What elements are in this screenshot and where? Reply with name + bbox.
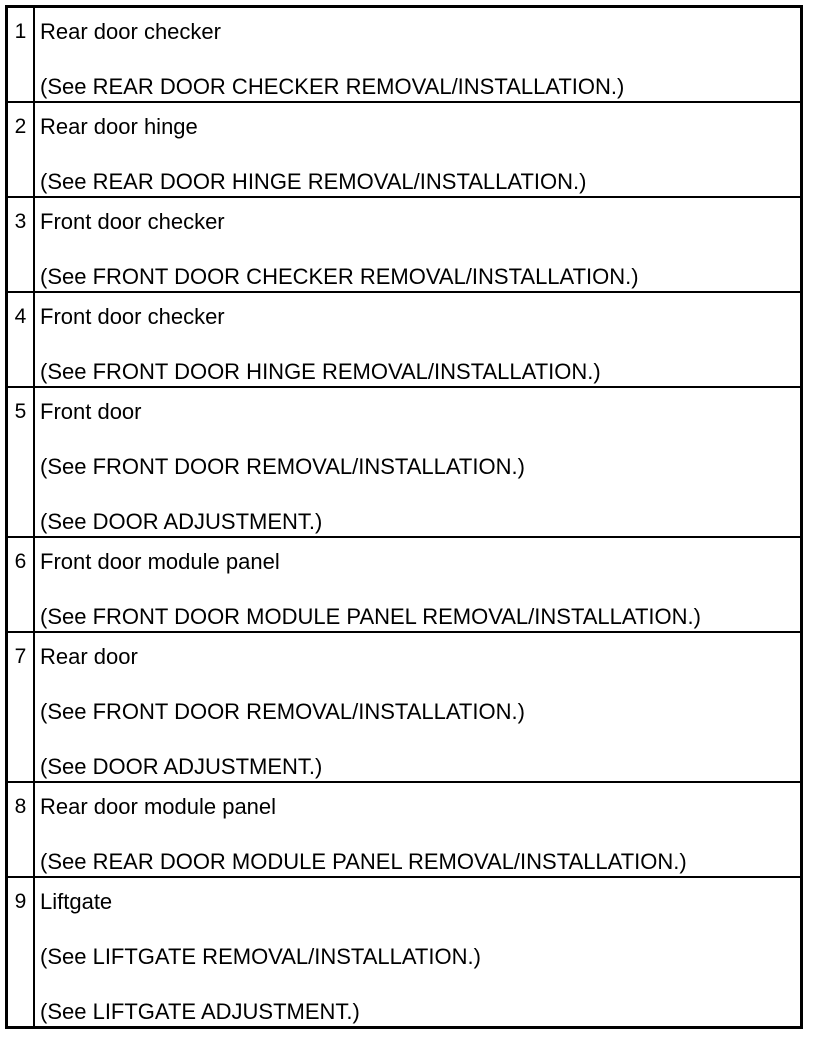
item-description-cell	[34, 102, 802, 197]
item-number: 5	[14, 400, 27, 423]
item-number: 2	[14, 115, 27, 138]
item-number-cell	[7, 877, 35, 1028]
item-description-cell	[34, 387, 802, 537]
item-number: 6	[14, 550, 27, 573]
item-number: 9	[14, 890, 27, 913]
procedure-reference-link[interactable]: (See FRONT DOOR REMOVAL/INSTALLATION.)	[40, 699, 525, 724]
procedure-reference-link[interactable]: (See DOOR ADJUSTMENT.)	[40, 509, 323, 534]
procedure-reference-link[interactable]: (See FRONT DOOR CHECKER REMOVAL/INSTALLATION.)	[40, 264, 639, 289]
item-number-cell	[7, 197, 35, 292]
item-description-cell	[34, 877, 802, 1028]
item-name: Front door module panel	[40, 549, 280, 574]
item-description-cell	[34, 292, 802, 387]
item-number-cell	[7, 292, 35, 387]
procedure-reference-link[interactable]: (See LIFTGATE ADJUSTMENT.)	[40, 999, 360, 1024]
procedure-reference-link[interactable]: (See FRONT DOOR MODULE PANEL REMOVAL/INSTALLATION.)	[40, 604, 701, 629]
item-description-cell	[34, 632, 802, 782]
item-number-cell	[7, 7, 35, 103]
procedure-reference-link[interactable]: (See REAR DOOR HINGE REMOVAL/INSTALLATION.)	[40, 169, 587, 194]
item-name: Rear door hinge	[40, 114, 198, 139]
table-row	[7, 632, 802, 782]
table-row	[7, 102, 802, 197]
table-row	[7, 197, 802, 292]
item-name: Rear door module panel	[40, 794, 277, 819]
item-name: Front door checker	[40, 209, 225, 234]
procedure-reference-link[interactable]: (See FRONT DOOR HINGE REMOVAL/INSTALLATION.)	[40, 359, 601, 384]
table-row	[7, 387, 802, 537]
item-number: 1	[14, 20, 27, 43]
item-number-cell	[7, 102, 35, 197]
item-description-cell	[34, 197, 802, 292]
item-number-cell	[7, 782, 35, 877]
item-number: 8	[14, 795, 27, 818]
procedure-reference-link[interactable]: (See REAR DOOR CHECKER REMOVAL/INSTALLATION.)	[40, 74, 625, 99]
table-row	[7, 292, 802, 387]
item-name: Liftgate	[40, 889, 113, 914]
item-name: Rear door	[40, 644, 138, 669]
procedure-reference-link[interactable]: (See FRONT DOOR REMOVAL/INSTALLATION.)	[40, 454, 525, 479]
table-row	[7, 537, 802, 632]
procedure-reference-link[interactable]: (See DOOR ADJUSTMENT.)	[40, 754, 323, 779]
procedure-reference-link[interactable]: (See REAR DOOR MODULE PANEL REMOVAL/INSTALLATION.)	[40, 849, 687, 874]
item-number-cell	[7, 632, 35, 782]
item-name: Front door	[40, 399, 142, 424]
item-description-cell	[34, 782, 802, 877]
item-number: 7	[14, 645, 27, 668]
parts-reference-table	[5, 5, 803, 1029]
item-description-cell	[34, 7, 802, 103]
table-row	[7, 782, 802, 877]
item-name: Front door checker	[40, 304, 225, 329]
item-number-cell	[7, 537, 35, 632]
item-number: 4	[14, 305, 27, 328]
table-row	[7, 7, 802, 103]
item-name: Rear door checker	[40, 19, 221, 44]
item-number: 3	[14, 210, 27, 233]
table-row	[7, 877, 802, 1028]
item-number-cell	[7, 387, 35, 537]
item-description-cell	[34, 537, 802, 632]
procedure-reference-link[interactable]: (See LIFTGATE REMOVAL/INSTALLATION.)	[40, 944, 481, 969]
